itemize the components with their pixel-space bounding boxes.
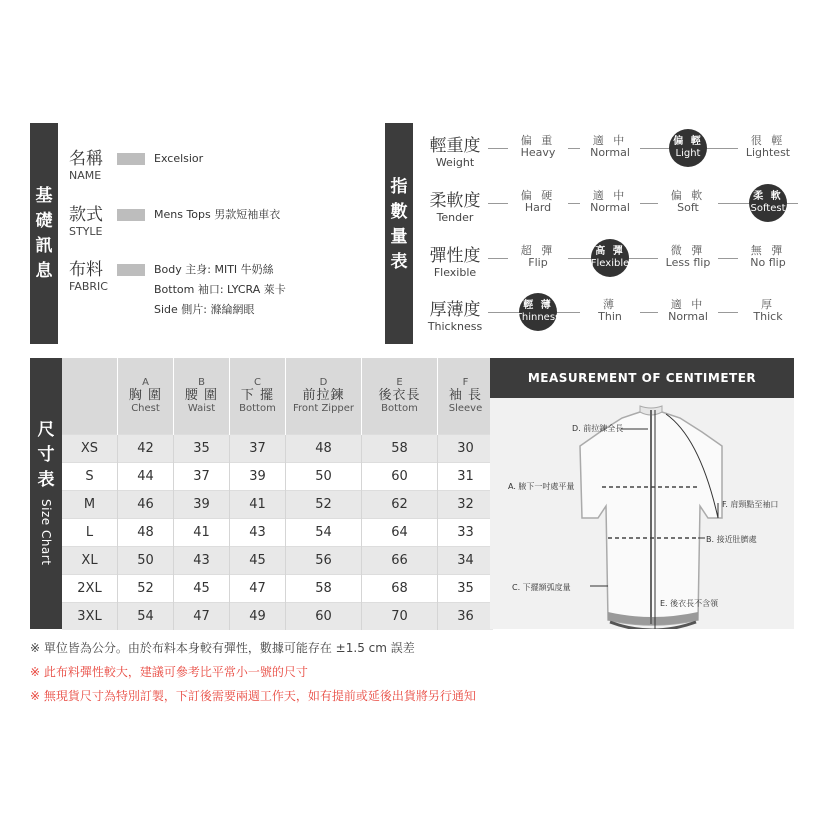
index-label-weight bbox=[423, 136, 487, 170]
index-option-selected bbox=[591, 239, 629, 277]
size-header-row bbox=[62, 358, 493, 434]
column-letter: B bbox=[198, 377, 205, 389]
size-value: 46 bbox=[118, 490, 174, 518]
option-zh: 輕 薄 bbox=[523, 300, 553, 311]
column-letter: C bbox=[254, 377, 261, 389]
option-en: Thick bbox=[753, 310, 783, 323]
info-swatch bbox=[117, 153, 145, 165]
size-value: 34 bbox=[438, 546, 494, 574]
bar-char: 訊 bbox=[35, 235, 53, 256]
label-waist: B. 接近肚臍處 bbox=[706, 535, 757, 544]
size-value: 35 bbox=[174, 434, 230, 462]
size-value: 47 bbox=[230, 574, 286, 602]
option-en: Flip bbox=[528, 256, 548, 269]
option-zh: 適 中 bbox=[592, 134, 628, 147]
column-zh: 下 擺 bbox=[240, 388, 275, 404]
info-label-en: STYLE bbox=[69, 225, 103, 238]
size-chart-table bbox=[62, 358, 493, 630]
index-label-zh: 厚薄度 bbox=[429, 300, 481, 320]
option-en: Thinness bbox=[515, 312, 561, 323]
index-table-label bbox=[391, 175, 408, 275]
size-value: 39 bbox=[230, 462, 286, 490]
table-row bbox=[62, 574, 493, 602]
size-name: S bbox=[62, 462, 118, 490]
size-value: 54 bbox=[118, 602, 174, 630]
info-label-zh: 名稱 bbox=[69, 149, 103, 169]
size-header-f bbox=[438, 358, 494, 434]
index-option bbox=[580, 190, 640, 214]
measurement-title-bar bbox=[490, 358, 794, 398]
bar-char: 表 bbox=[390, 252, 408, 272]
size-value: 45 bbox=[230, 546, 286, 574]
bar-char: 量 bbox=[390, 227, 408, 247]
table-row bbox=[62, 490, 493, 518]
info-value: Side 側片: 滌綸網眼 bbox=[154, 303, 255, 316]
size-value: 62 bbox=[362, 490, 438, 518]
size-value: 47 bbox=[174, 602, 230, 630]
note-line: ※ 單位皆為公分。由於布料本身較有彈性，數據可能存在 ±1.5 cm 誤差 bbox=[30, 641, 415, 655]
index-label-zh: 柔軟度 bbox=[429, 191, 481, 211]
column-zh: 袖 長 bbox=[448, 388, 483, 404]
index-option-selected bbox=[749, 184, 787, 222]
size-header-c bbox=[230, 358, 286, 434]
size-value: 43 bbox=[230, 518, 286, 546]
option-en: Less flip bbox=[665, 256, 711, 269]
label-back-length: E. 後衣長不含領 bbox=[660, 599, 719, 608]
option-zh: 偏 硬 bbox=[520, 189, 556, 202]
size-name: 2XL bbox=[62, 574, 118, 602]
size-value: 36 bbox=[438, 602, 494, 630]
size-header-e bbox=[362, 358, 438, 434]
size-value: 48 bbox=[118, 518, 174, 546]
option-zh: 厚 bbox=[761, 298, 775, 311]
basic-info-label bbox=[36, 184, 53, 284]
table-row bbox=[62, 462, 493, 490]
size-name: L bbox=[62, 518, 118, 546]
option-zh: 偏 軟 bbox=[670, 189, 706, 202]
size-value: 31 bbox=[438, 462, 494, 490]
index-option bbox=[580, 135, 640, 159]
size-value: 37 bbox=[174, 462, 230, 490]
size-value: 70 bbox=[362, 602, 438, 630]
option-zh: 偏 輕 bbox=[673, 136, 703, 147]
measurement-panel bbox=[490, 358, 794, 629]
size-value: 48 bbox=[286, 434, 362, 462]
index-option bbox=[658, 190, 718, 214]
column-en: Bottom bbox=[239, 403, 276, 415]
note-line: ※ 此布料彈性較大，建議可參考比平常小一號的尺寸 bbox=[30, 665, 308, 679]
column-letter: F bbox=[462, 377, 469, 389]
bar-char: 息 bbox=[35, 260, 53, 281]
index-label-flexible bbox=[423, 246, 487, 280]
index-label-en: Thickness bbox=[427, 320, 483, 333]
index-option bbox=[508, 245, 568, 269]
index-option bbox=[738, 299, 798, 323]
index-option bbox=[580, 299, 640, 323]
option-en: Heavy bbox=[520, 146, 556, 159]
label-bottom: C. 下擺額弧度量 bbox=[512, 583, 571, 592]
size-value: 66 bbox=[362, 546, 438, 574]
size-value: 33 bbox=[438, 518, 494, 546]
info-label-zh: 布料 bbox=[69, 260, 103, 280]
option-en: Soft bbox=[677, 201, 699, 214]
size-value: 49 bbox=[230, 602, 286, 630]
jersey-diagram bbox=[490, 398, 794, 629]
column-zh: 後衣長 bbox=[378, 388, 421, 404]
size-value: 60 bbox=[286, 602, 362, 630]
index-label-tender bbox=[423, 191, 487, 225]
table-row bbox=[62, 546, 493, 574]
column-zh: 胸 圍 bbox=[128, 388, 163, 404]
label-chest: A. 腋下一吋處平量 bbox=[508, 482, 575, 491]
option-en: Normal bbox=[590, 201, 630, 214]
label-front-zipper: D. 前拉鍊全長 bbox=[572, 424, 624, 433]
info-value: Mens Tops 男款短袖車衣 bbox=[154, 208, 281, 221]
column-letter: A bbox=[142, 377, 149, 389]
size-chart-label bbox=[38, 418, 55, 493]
measurement-title: MEASUREMENT OF CENTIMETER bbox=[527, 371, 757, 385]
column-en: Bottom bbox=[381, 403, 418, 415]
index-option bbox=[508, 190, 568, 214]
column-zh: 腰 圍 bbox=[184, 388, 219, 404]
size-value: 35 bbox=[438, 574, 494, 602]
size-value: 30 bbox=[438, 434, 494, 462]
size-chart-label-bar bbox=[30, 358, 62, 629]
size-value: 68 bbox=[362, 574, 438, 602]
size-value: 37 bbox=[230, 434, 286, 462]
size-name: M bbox=[62, 490, 118, 518]
index-option bbox=[738, 245, 798, 269]
label-sleeve: F. 肩頸點至袖口 bbox=[722, 500, 779, 509]
column-letter: E bbox=[396, 377, 403, 389]
index-label-zh: 輕重度 bbox=[429, 136, 481, 156]
size-value: 50 bbox=[286, 462, 362, 490]
info-label-zh: 款式 bbox=[69, 205, 103, 225]
size-name: 3XL bbox=[62, 602, 118, 630]
option-zh: 柔 軟 bbox=[753, 191, 783, 202]
index-option bbox=[658, 299, 718, 323]
table-row bbox=[62, 434, 493, 462]
size-value: 39 bbox=[174, 490, 230, 518]
size-value: 41 bbox=[174, 518, 230, 546]
bar-char: 寸 bbox=[37, 445, 55, 465]
info-value: Bottom 袖口: LYCRA 萊卡 bbox=[154, 283, 286, 296]
index-option-selected bbox=[515, 293, 561, 331]
size-value: 41 bbox=[230, 490, 286, 518]
bar-char: 數 bbox=[390, 202, 408, 222]
bar-char: 指 bbox=[390, 177, 408, 197]
size-value: 44 bbox=[118, 462, 174, 490]
bar-char: 礎 bbox=[35, 210, 53, 231]
column-en: Sleeve bbox=[448, 403, 483, 415]
option-en: Light bbox=[675, 148, 701, 159]
option-en: No flip bbox=[750, 256, 786, 269]
info-value: Body 主身: MITI 牛奶絲 bbox=[154, 263, 274, 276]
size-value: 45 bbox=[174, 574, 230, 602]
info-swatch bbox=[117, 209, 145, 221]
note-line: ※ 無現貨尺寸為特別訂製，下訂後需要兩週工作天，如有提前或延後出貨將另行通知 bbox=[30, 689, 476, 703]
option-zh: 適 中 bbox=[592, 189, 628, 202]
size-name: XS bbox=[62, 434, 118, 462]
size-value: 52 bbox=[286, 490, 362, 518]
size-value: 50 bbox=[118, 546, 174, 574]
option-en: Normal bbox=[590, 146, 630, 159]
index-label-en: Flexible bbox=[433, 266, 477, 279]
option-zh: 薄 bbox=[603, 298, 617, 311]
option-zh: 高 彈 bbox=[595, 246, 625, 257]
info-row-fabric bbox=[69, 260, 108, 294]
size-value: 56 bbox=[286, 546, 362, 574]
index-label-en: Tender bbox=[436, 211, 474, 224]
index-label-thickness bbox=[423, 300, 487, 334]
option-en: Hard bbox=[524, 201, 552, 214]
index-option bbox=[738, 135, 798, 159]
index-label-zh: 彈性度 bbox=[429, 246, 481, 266]
size-value: 32 bbox=[438, 490, 494, 518]
column-en: Front Zipper bbox=[292, 403, 355, 415]
column-zh: 前拉鍊 bbox=[302, 388, 345, 404]
index-table-label-bar bbox=[385, 123, 413, 344]
size-header-d bbox=[286, 358, 362, 434]
option-zh: 微 彈 bbox=[670, 244, 706, 257]
size-value: 42 bbox=[118, 434, 174, 462]
info-value: Excelsior bbox=[154, 152, 204, 165]
option-zh: 超 彈 bbox=[520, 244, 556, 257]
option-en: Flexible bbox=[590, 258, 630, 269]
size-chart-label-en: Size Chart bbox=[39, 499, 53, 566]
option-zh: 偏 重 bbox=[520, 134, 556, 147]
index-label-en: Weight bbox=[435, 156, 475, 169]
size-value: 64 bbox=[362, 518, 438, 546]
option-en: Lightest bbox=[745, 146, 791, 159]
option-zh: 適 中 bbox=[670, 298, 706, 311]
index-option bbox=[658, 245, 718, 269]
info-label-en: NAME bbox=[69, 169, 102, 182]
size-value: 60 bbox=[362, 462, 438, 490]
size-value: 58 bbox=[286, 574, 362, 602]
size-value: 58 bbox=[362, 434, 438, 462]
bar-char: 表 bbox=[37, 470, 55, 490]
info-row-name bbox=[69, 149, 103, 183]
size-name: XL bbox=[62, 546, 118, 574]
option-zh: 無 彈 bbox=[750, 244, 786, 257]
basic-info-label-bar bbox=[30, 123, 58, 344]
index-option-selected bbox=[669, 129, 707, 167]
table-row bbox=[62, 602, 493, 630]
option-en: Thin bbox=[598, 310, 622, 323]
option-en: Normal bbox=[668, 310, 708, 323]
size-value: 43 bbox=[174, 546, 230, 574]
column-en: Chest bbox=[131, 403, 160, 415]
option-zh: 很 輕 bbox=[750, 134, 786, 147]
size-value: 54 bbox=[286, 518, 362, 546]
size-header-b bbox=[174, 358, 230, 434]
size-header-a bbox=[118, 358, 174, 434]
bar-char: 尺 bbox=[37, 420, 55, 440]
column-en: Waist bbox=[187, 403, 216, 415]
info-label-en: FABRIC bbox=[69, 280, 108, 293]
table-row bbox=[62, 518, 493, 546]
size-header-corner bbox=[62, 358, 118, 434]
index-option bbox=[508, 135, 568, 159]
info-swatch bbox=[117, 264, 145, 276]
bar-char: 基 bbox=[35, 185, 53, 206]
option-en: Softest bbox=[750, 203, 786, 214]
size-value: 52 bbox=[118, 574, 174, 602]
column-letter: D bbox=[319, 377, 328, 389]
info-row-style bbox=[69, 205, 103, 239]
